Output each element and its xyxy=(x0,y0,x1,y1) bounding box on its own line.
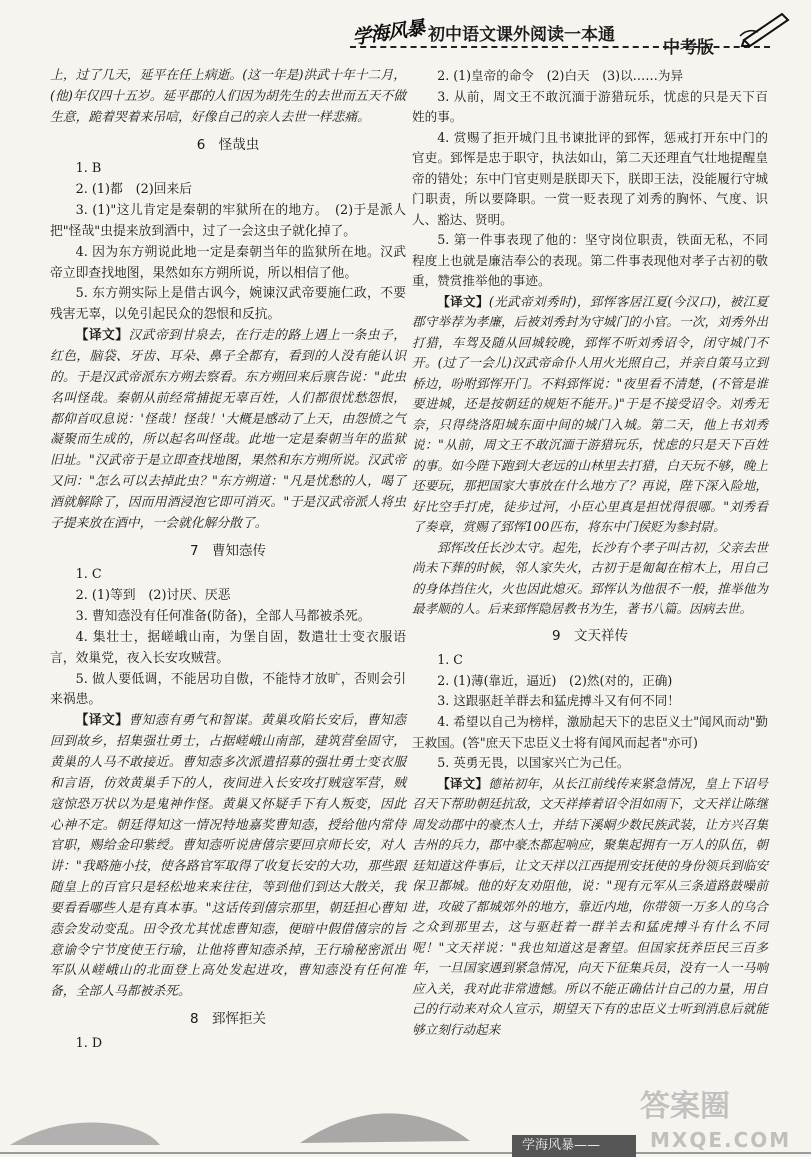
answer-item: 2. (1)皇帝的命令 (2)白天 (3)以……为异 xyxy=(437,68,684,83)
answer-item: 5. 做人要低调，不能居功自傲，不能恃才放旷，否则会引来祸患。 xyxy=(50,671,406,708)
watermark-text: 答案圈 xyxy=(640,1089,730,1124)
translation-text: 德祐初年，从长江前线传来紧急情况，皇上下诏号召天下帮助朝廷抗敌，文天祥捧着诏令泪如雨下，文天祥让陈继周发动郡中的豪杰人士，并结下溪峒少数民族武装，让方兴召集吉州的兵力，郡中豪杰都起响应，聚集起拥有一万人的队伍，朝廷知道这件事后，让文天祥以江西提刑安抚使的身份领兵到临安保卫都城。他的好友劝阻他，说："现有元军从三条道路鼓噪前进，攻破了都城郊外的地方，靠近内地，你带领一万多人的乌合之众到那里去，这与驱赶着一群羊去和猛虎搏斗有什么不同呢！"文天祥说："我也知道这是奢望。但国家抚养臣民三百多年，一旦国家遇到紧急情况，向天下征集兵员，没有一人一马响应入关，我对此非常遗憾。所以不能正确估计自己的力量，用自己的行动来对众人宣示，期望天下有的忠臣义士听到消息后就能够立刻行动起来 xyxy=(412,775,769,1037)
translation-text: 汉武帝到甘泉去，在行走的路上遇上一条虫子，红色，脑袋、牙齿、耳朵、鼻子全都有，看到的人没有能认识的。于是汉武帝派东方朔去察看。东方朔回来后禀告说："此虫名叫怪哉。秦朝从前经常捕捉无辜百姓，人们都很忧愁怨恨，都仰首叹息说：'怪哉！怪哉！'大概是感动了上天，由怨愤之气凝聚而生成的，所以起名叫怪哉。此地一定是秦朝当年的监狱旧址。"汉武帝于是立即查找地图，果然和东方朔所说。汉武帝又问："怎么可以去掉此虫？"东方朔道："凡是忧愁的人，喝了酒就解除了，因而用酒浸泡它即可消灭。"于是汉武帝派人将虫子提来放在酒中，一会就化解分散了。 xyxy=(50,328,407,531)
answer-item: 3. 这跟驱赶羊群去和猛虎搏斗又有何不同！ xyxy=(437,693,680,709)
left-column xyxy=(50,66,406,1055)
translation-paragraph xyxy=(412,292,768,538)
answer-item: 5. 东方朔实际上是借古讽今，婉谏汉武帝要施仁政，不要残害无辜，以免引起民众的怨恨和反抗。 xyxy=(50,286,406,323)
answer-item: 4. 赏赐了拒开城门且书谏批评的郅恽，惩戒打开东中门的官吏。郅恽是忠于职守，执法如山，第二天还理直气壮地提醒皇帝的错处；东中门官吏则是朕即天下，朕即王法，没能履行守城门职责，所以要降职。一赏一贬表现了刘秀的胸怀、气度、识人、豁达、贤明。 xyxy=(412,129,768,227)
answer-item: 4. 希望以自己为榜样，激励起天下的忠臣义士"闻风而动"勤王救国。(答"庶天下忠臣义士将有闻风而起者"亦可) xyxy=(412,713,768,750)
answer-item: 5. 第一件事表现了他的：坚守岗位职责，铁面无私，不同程度上也就是廉洁奉公的表现。第二件事表现他对孝子古初的敬重，赞赏推举他的事迹。 xyxy=(412,232,768,289)
translation-paragraph xyxy=(50,66,406,129)
translation-text: 上，过了几天，延平在任上病逝。(这一年是)洪武十年十二月，(他)年仅四十五岁。延平郡的人们因为胡先生的去世而五天不做生意，跪着哭着来吊唁，好像自己的亲人去世一样悲痛。 xyxy=(50,68,406,125)
header-divider xyxy=(350,46,770,48)
translation-paragraph xyxy=(412,774,768,1041)
answer-item: 1. B xyxy=(75,161,102,177)
pen-icon xyxy=(738,8,792,48)
section-heading: 9 文天祥传 xyxy=(551,627,629,644)
right-column xyxy=(412,66,768,1040)
translation-paragraph xyxy=(50,326,406,534)
translation-tag: 【译文】 xyxy=(75,328,129,344)
answer-item: 4. 集壮士，据嵯峨山南，为堡自固，数遣壮士变衣服语言，效巢党，夜入长安攻贼营。 xyxy=(50,629,406,666)
translation-text: 曹知悫有勇气和智谋。黄巢攻陷长安后，曹知悫回到故乡，招集强壮勇士，占据嵯峨山南部，建筑营垒固守，黄巢的人马不敢接近。曹知悫多次派遣招募的强壮勇士变衣服和言语，仿效黄巢手下的人，夜间进入长安攻打贼寇军营，贼寇惊恐万状以为是鬼神作怪。黄巢又怀疑手下有人叛变，因此心神不定。朝廷得知这一情况特地嘉奖曹知悫，授给他内常侍官职，赐给金印紫绶。曹知悫听说唐僖宗要回京师长安，对人讲："我略施小技，使各路官军取得了收复长安的大功，那些跟随皇上的百官只是轻松地来来往往，等到他们到达大散关，我要看看哪些人是有真本事。"这话传到僖宗那里，朝廷担心曹知悫会发动变乱。田令孜尤其忧虑曹知悫，便暗中假借僖宗的旨意谕令宁节度使王行瑜，让他将曹知悫杀掉，王行瑜秘密派出军队从嵯峨山的北面登上高处发起进攻，曹知悫没有任何准备，全部人马都被杀死。 xyxy=(50,713,407,1000)
edition-label: 中考版 xyxy=(663,38,714,58)
series-title: 初中语文课外阅读一本通 xyxy=(428,25,615,45)
answer-item: 1. D xyxy=(75,1035,103,1051)
answer-item: 1. C xyxy=(437,652,463,668)
watermark-url: MXQE.COM xyxy=(650,1128,792,1152)
section-heading: 7 曹知悫传 xyxy=(189,542,267,559)
answer-item: 2. (1)薄(靠近，逼近) (2)然(对的，正确) xyxy=(437,672,673,688)
translation-paragraph xyxy=(412,538,768,620)
translation-tag: 【译文】 xyxy=(75,713,129,729)
answer-item: 2. (1)等到 (2)讨厌、厌恶 xyxy=(75,588,231,604)
translation-tag: 【译文】 xyxy=(437,293,489,309)
translation-text: (光武帝刘秀时)，郅恽客居江夏(今汉口)，被江夏郡守举荐为孝廉，后被刘秀封为守城门的小官。一次，刘秀外出打猎，车驾及随从回城较晚，郅恽不听刘秀诏令，闭守城门不开。(过了一会儿)汉武帝命仆人用火光照自己，并亲自策马立到桥边，吩咐郅恽开门。不料郅恽说："夜里看不清楚，(不管是谁要进城，还是按朝廷的规矩不能开。)"于是不接受诏令。刘秀无奈，只得绕洛阳城东面中间的城门入城。第二天，他上书刘秀说："从前，周文王不敢沉湎于游猎玩乐，忧虑的只是天下百姓的事。如今陛下跑到大老远的山林里去打猎，白天玩不够，晚上还要玩，那把国家大事放在什么地方了？再说，陛下深入险地，好比空手打虎，徒步过河，小臣心里真是担忧得很哪。"刘秀看了奏章，赏赐了郅恽100匹布，将东中门侯贬为参封尉。 xyxy=(412,293,769,535)
section-heading: 8 郅恽拒关 xyxy=(189,1011,267,1028)
translation-paragraph xyxy=(50,711,406,1003)
answer-item: 3. (1)"这儿肯定是秦朝的牢狱所在的地方。 (2)于是派人把"怪哉"虫提来放到酒中，过了一会这虫子就化掉了。 xyxy=(50,203,406,239)
section-heading: 6 怪哉虫 xyxy=(196,136,260,153)
translation-text: 郅恽改任长沙太守。起先，长沙有个孝子叫古初，父亲去世尚未下葬的时候，邻人家失火，古初于是匍匐在棺木上，用自己的身体挡住火，火也因此熄灭。郅恽认为他很不一般，推举他为最孝顺的人。后来郅恽隐居教书为生，著书八篇。因病去世。 xyxy=(412,539,768,617)
answer-item: 1. C xyxy=(75,567,102,583)
footer-label: 学海风暴—— xyxy=(512,1135,636,1157)
answer-item: 3. 曹知悫没有任何准备(防备)，全部人马都被杀死。 xyxy=(75,609,371,625)
publisher-logo: 学海风暴 xyxy=(351,17,426,49)
answer-item: 3. 从前，周文王不敢沉湎于游猎玩乐，忧虑的只是天下百姓的事。 xyxy=(412,88,768,125)
page-header xyxy=(0,0,811,62)
translation-tag: 【译文】 xyxy=(437,775,489,791)
answer-item: 5. 英勇无畏，以国家兴亡为己任。 xyxy=(437,755,630,771)
answer-item: 2. (1)都 (2)回来后 xyxy=(75,182,193,198)
answer-item: 4. 因为东方朔说此地一定是秦朝当年的监狱所在地。汉武帝立即查找地图，果然如东方朔所说，所以相信了他。 xyxy=(50,244,406,281)
